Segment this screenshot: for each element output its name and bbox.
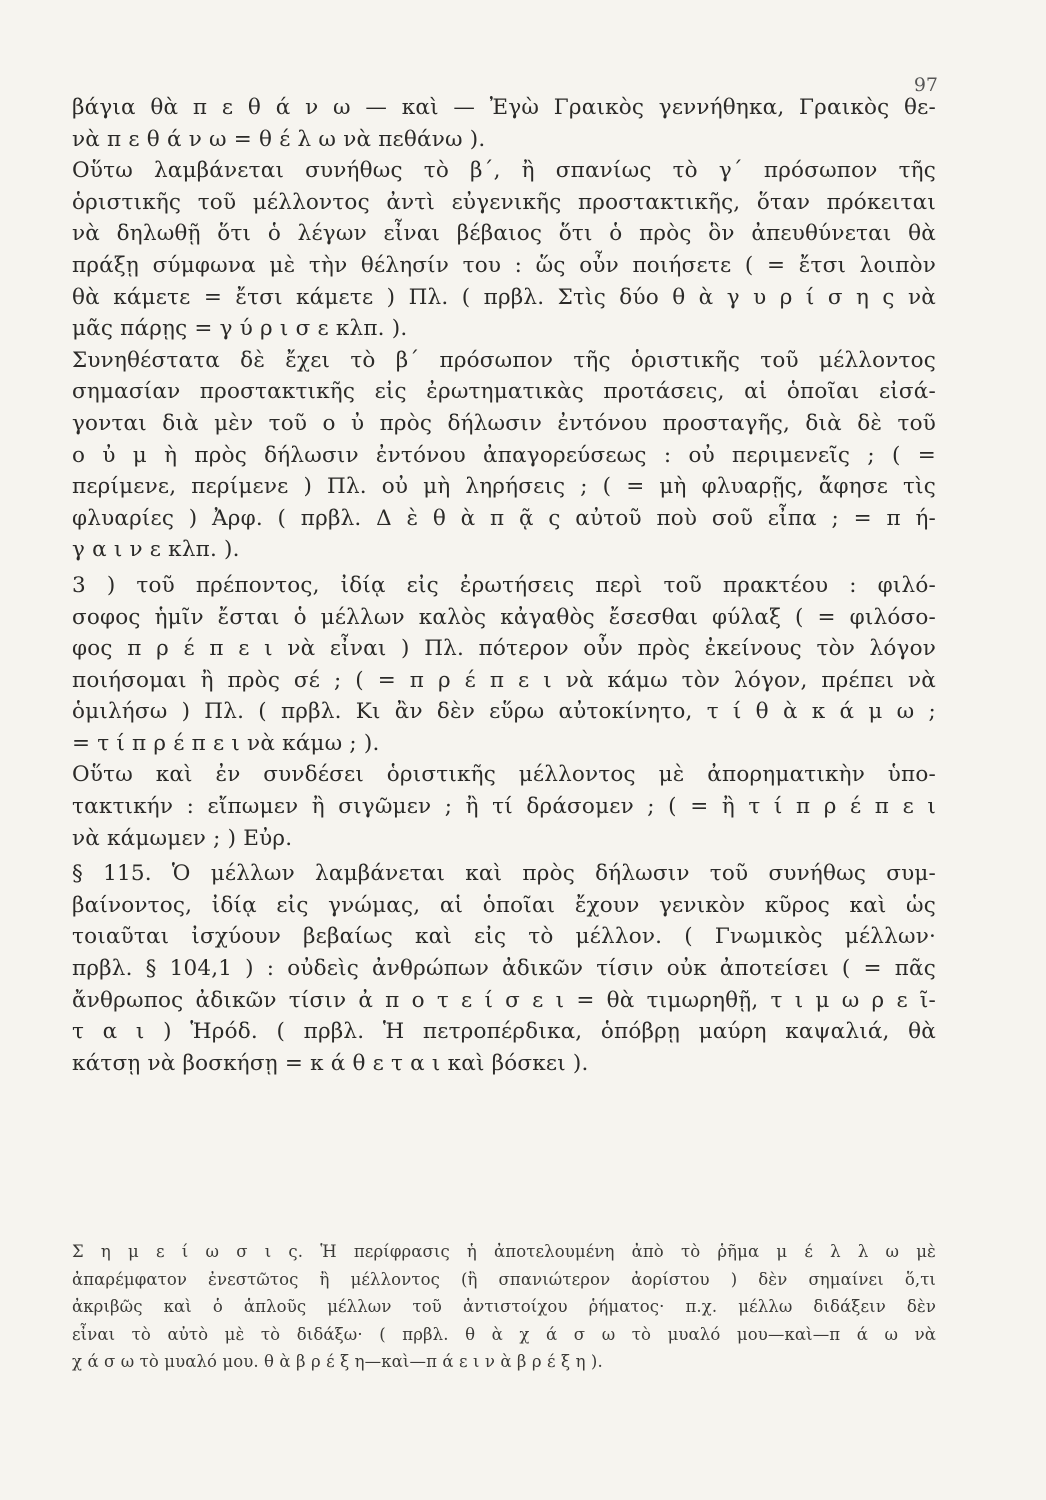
text-line: Οὕτω λαμβάνεται συνήθως τὸ β΄, ἢ σπανίως τὸ γ΄ πρόσωπον τῆς [72,158,936,184]
text-line: σοφος ἡμῖν ἔσται ὁ μέλλων καλὸς κἀγαθὸς ἔσεσθαι φύλαξ ( = φιλόσο- [72,604,936,630]
text-line: τ α ι ) Ἡρόδ. ( πρβλ. Ἡ πετροπέρδικα, ὁπόβρῃ μαύρη καψαλιά, θὰ [72,1019,936,1045]
text-line: § 115. Ὁ μέλλων λαμβάνεται καὶ πρὸς δήλωσιν τοῦ συνήθως συμ- [72,861,936,887]
text-line: φος π ρ έ π ε ι νὰ εἶναι ) Πλ. πότερον οὖν πρὸς ἐκείνους τὸν λόγον [72,636,936,662]
text-line: ὁριστικῆς τοῦ μέλλοντος ἀντὶ εὐγενικῆς προστακτικῆς, ὅταν πρόκειται [72,189,936,215]
text-line: κάτσῃ νὰ βοσκήσῃ = κ ά θ ε τ α ι καὶ βόσκει ). [72,1050,589,1076]
text-line: νὰ π ε θ ά ν ω = θ έ λ ω νὰ πεθάνω ). [72,126,486,152]
text-line: περίμενε, περίμενε ) Πλ. οὐ μὴ ληρήσεις ; ( = μὴ φλυαρῇς, ἄφησε τὶς [72,474,936,500]
text-line: νὰ κάμωμεν ; ) Εὐρ. [72,825,293,851]
text-line: βάγια θὰ π ε θ ά ν ω — καὶ — Ἐγὼ Γραικὸς γεννήθηκα, Γραικὸς θε- [72,95,936,120]
text-line: 3 ) τοῦ πρέποντος, ἰδίᾳ εἰς ἐρωτήσεις περὶ τοῦ πρακτέου : φιλό- [72,572,936,598]
text-line: τακτικήν : εἴπωμεν ἢ σιγῶμεν ; ἢ τί δράσομεν ; ( = ἢ τ ί π ρ έ π ε ι [72,794,936,820]
text-line: πράξῃ σύμφωνα μὲ τὴν θέλησίν του : ὥς οὖν ποιήσετε ( = ἔτσι λοιπὸν [72,252,936,278]
text-line: μᾶς πάρῃς = γ ύ ρ ι σ ε κλπ. ). [72,316,408,342]
text-line: σημασίαν προστακτικῆς εἰς ἐρωτηματικὰς προτάσεις, αἱ ὁποῖαι εἰσά- [72,379,936,405]
note-line: χ ά σ ω τὸ μυαλό μου. θ ὰ β ρ έ ξ η—καὶ—π ά ε ι ν ὰ β ρ έ ξ η ). [72,1352,603,1371]
text-line: βαίνοντος, ἰδίᾳ εἰς γνώμας, αἱ ὁποῖαι ἔχουν γενικὸν κῦρος καὶ ὡς [72,892,936,918]
text-line: φλυαρίες ) Ἀρφ. ( πρβλ. Δ ὲ θ ὰ π ᾷ ς αὐτοῦ ποὺ σοῦ εἶπα ; = π ή- [72,505,936,531]
note-line: Σ η μ ε ί ω σ ι ς. Ἡ περίφρασις ἡ ἀποτελουμένη ἀπὸ τὸ ῥῆμα μ έ λ λ ω μὲ [72,1242,936,1261]
text-line: νὰ δηλωθῇ ὅτι ὁ λέγων εἶναι βέβαιος ὅτι ὁ πρὸς ὃν ἀπευθύνεται θὰ [72,221,936,247]
note-line: ἀκριβῶς καὶ ὁ ἁπλοῦς μέλλων τοῦ ἀντιστοίχου ῥήματος· π.χ. μέλλω διδάξειν δὲν [72,1297,936,1316]
note-line: ἀπαρέμφατον ἐνεστῶτος ἢ μέλλοντος (ἢ σπανιώτερον ἀορίστου ) δὲν σημαίνει ὅ,τι [72,1269,936,1289]
text-line: γ α ι ν ε κλπ. ). [72,537,240,563]
footnote [72,1238,936,1376]
text-line: ο ὐ μ ὴ πρὸς δήλωσιν ἐντόνου ἀπαγορεύσεως : οὐ περιμενεῖς ; ( = [72,442,936,468]
text-line: = τ ί π ρ έ π ε ι νὰ κάμω ; ). [72,730,380,756]
text-line: θὰ κάμετε = ἔτσι κάμετε ) Πλ. ( πρβλ. Στὶς δύο θ ὰ γ υ ρ ί σ η ς νὰ [72,284,936,310]
text-line: ποιήσομαι ἢ πρὸς σέ ; ( = π ρ έ π ε ι νὰ κάμω τὸν λόγον, πρέπει νὰ [72,667,936,693]
text-line: Συνηθέστατα δὲ ἔχει τὸ β΄ πρόσωπον τῆς ὁριστικῆς τοῦ μέλλοντος [72,347,936,373]
text-line: πρβλ. § 104,1 ) : οὐδεὶς ἀνθρώπων ἀδικῶν τίσιν οὐκ ἀποτείσει ( = πᾶς [72,956,936,982]
note-line: εἶναι τὸ αὐτὸ μὲ τὸ διδάξω· ( πρβλ. θ ὰ χ ά σ ω τὸ μυαλό μου—καὶ—π ά ω νὰ [72,1324,936,1344]
main-text [72,92,936,1079]
text-line: τοιαῦται ἰσχύουν βεβαίως καὶ εἰς τὸ μέλλον. ( Γνωμικὸς μέλλων· [72,924,936,950]
text-line: ὁμιλήσω ) Πλ. ( πρβλ. Κι ἂν δὲν εὕρω αὐτοκίνητο, τ ί θ ὰ κ ά μ ω ; [72,699,936,725]
text-line: γονται διὰ μὲν τοῦ ο ὐ πρὸς δήλωσιν ἐντόνου προσταγῆς, διὰ δὲ τοῦ [72,410,936,436]
text-line: Οὕτω καὶ ἐν συνδέσει ὁριστικῆς μέλλοντος μὲ ἀπορηματικὴν ὑπο- [72,762,936,788]
text-line: ἄνθρωπος ἀδικῶν τίσιν ἀ π ο τ ε ί σ ε ι = θὰ τιμωρηθῇ, τ ι μ ω ρ ε ῖ- [72,987,936,1013]
page-number: 97 [913,74,938,96]
